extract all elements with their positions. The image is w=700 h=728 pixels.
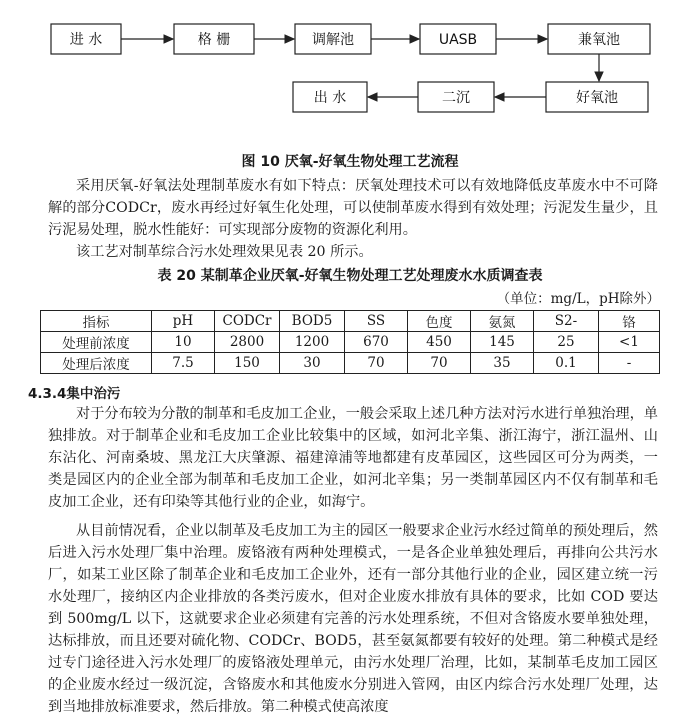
box-secondary-clarifier bbox=[418, 82, 494, 112]
table-header-cell: 色度 bbox=[408, 311, 471, 332]
svg-text:出 水: 出 水 bbox=[313, 90, 347, 106]
table-header-cell: 铬 bbox=[599, 311, 660, 332]
table-cell: - bbox=[599, 353, 660, 374]
table-caption: 表 20 某制革企业厌氧-好氧生物处理工艺处理废水水质调查表 bbox=[157, 268, 543, 284]
svg-text:好氧池: 好氧池 bbox=[576, 90, 618, 106]
box-inlet bbox=[51, 24, 121, 54]
table-cell: 70 bbox=[345, 353, 408, 374]
table-unit-note: （单位：mg/L，pH除外） bbox=[496, 291, 660, 307]
figure-caption: 图 10 厌氧-好氧生物处理工艺流程 bbox=[241, 154, 459, 170]
box-uasb bbox=[420, 24, 496, 54]
table-cell: 25 bbox=[534, 332, 599, 353]
svg-text:调解池: 调解池 bbox=[312, 32, 354, 48]
paragraph-table-intro: 该工艺对制革综合污水处理效果见表 20 所示。 bbox=[76, 244, 373, 260]
table-cell: 35 bbox=[471, 353, 534, 374]
water-quality-table bbox=[40, 310, 660, 374]
svg-text:UASB: UASB bbox=[438, 32, 478, 48]
table-row bbox=[41, 332, 660, 353]
table-cell: 150 bbox=[215, 353, 280, 374]
table-row bbox=[41, 353, 660, 374]
table-cell: 处理前浓度 bbox=[41, 332, 152, 353]
svg-text:二沉: 二沉 bbox=[442, 90, 470, 106]
table-header-cell: pH bbox=[152, 311, 215, 332]
table-cell: 0.1 bbox=[534, 353, 599, 374]
box-aerobic-tank bbox=[546, 82, 648, 112]
table-cell: 2800 bbox=[215, 332, 280, 353]
table-header-cell: 氨氮 bbox=[471, 311, 534, 332]
paragraph-centralized-treatment: 从目前情况看，企业以制革及毛皮加工为主的园区一般要求企业污水经过简单的预处理后，然后进入污水处理厂集中治理。废铬液有两种处理模式，一是各企业单独处理后，再排向公共污水厂，如某工业区除了制革企业和毛皮加工企业外，还有一部分其他行业的企业，园区建立统一污水处理厂，接纳区内企业排放的各类污废水，但对企业废水排放有具体的要求，比如 COD 要达到 500mg/L 以下，这就要求企业必须建有完善的污水处理系统，不但对含铬废水要单独处理，达标排放，而且还要对硫化物、CODCr、BOD5，甚至氨氮都要有较好的处理。第二种模式是经过专门途径进入污水处理厂的废铬液处理单元，由污水处理厂治理，比如，某制革毛皮加工园区的企业废水经过一级沉淀，含铬废水和其他废水分别进入管网，由区内综合污水处理厂处理，达到当地排放标准要求，然后排放。第二种模式使高浓度 bbox=[48, 523, 658, 715]
table-cell: 7.5 bbox=[152, 353, 215, 374]
paragraph-features bbox=[48, 175, 658, 241]
box-regulating-tank bbox=[295, 24, 371, 54]
box-grille bbox=[174, 24, 254, 54]
svg-text:兼氧池: 兼氧池 bbox=[578, 32, 620, 48]
svg-text:进 水: 进 水 bbox=[69, 32, 103, 48]
table-cell: <1 bbox=[599, 332, 660, 353]
table-header-cell: S2- bbox=[534, 311, 599, 332]
table-cell: 670 bbox=[345, 332, 408, 353]
table-header-cell: BOD5 bbox=[280, 311, 345, 332]
table-cell: 145 bbox=[471, 332, 534, 353]
process-flow-diagram bbox=[0, 0, 700, 150]
paragraph-features-text: 采用厌氧-好氧法处理制革废水有如下特点：厌氧处理技术可以有效地降低皮革废水中不可降解的部分CODCr，废水再经过好氧生化处理，可以使制革废水得到有效处理；污泥发生量少，且污泥易处理，脱水性能好：可实现部分废物的资源化利用。 bbox=[48, 178, 658, 238]
table-header-cell: CODCr bbox=[215, 311, 280, 332]
box-facultative-tank bbox=[548, 24, 650, 54]
table-cell: 30 bbox=[280, 353, 345, 374]
table-header-cell: 指标 bbox=[41, 311, 152, 332]
table-cell: 10 bbox=[152, 332, 215, 353]
svg-text:格 栅: 格 栅 bbox=[197, 32, 231, 48]
table-header-row bbox=[41, 311, 660, 332]
table-header-cell: SS bbox=[345, 311, 408, 332]
table-cell: 70 bbox=[408, 353, 471, 374]
table-cell: 450 bbox=[408, 332, 471, 353]
box-outlet bbox=[293, 82, 367, 112]
section-heading: 4.3.4集中治污 bbox=[28, 386, 121, 402]
table-cell: 1200 bbox=[280, 332, 345, 353]
table-cell: 处理后浓度 bbox=[41, 353, 152, 374]
paragraph-distributed-treatment: 对于分布较为分散的制革和毛皮加工企业，一般会采取上述几种方法对污水进行单独治理，单独排放。对于制革企业和毛皮加工企业比较集中的区域，如河北辛集、浙江海宁，浙江温州、山东沾化、河南桑坡、黑龙江大庆肇源、福建漳浦等地都建有皮革园区，这些园区可分为两类，一类是园区内的企业全部为制革和毛皮加工企业，如河北辛集；另一类制革园区内不仅有制革和毛皮加工企业，还有印染等其他行业的企业，如海宁。 bbox=[48, 406, 658, 510]
